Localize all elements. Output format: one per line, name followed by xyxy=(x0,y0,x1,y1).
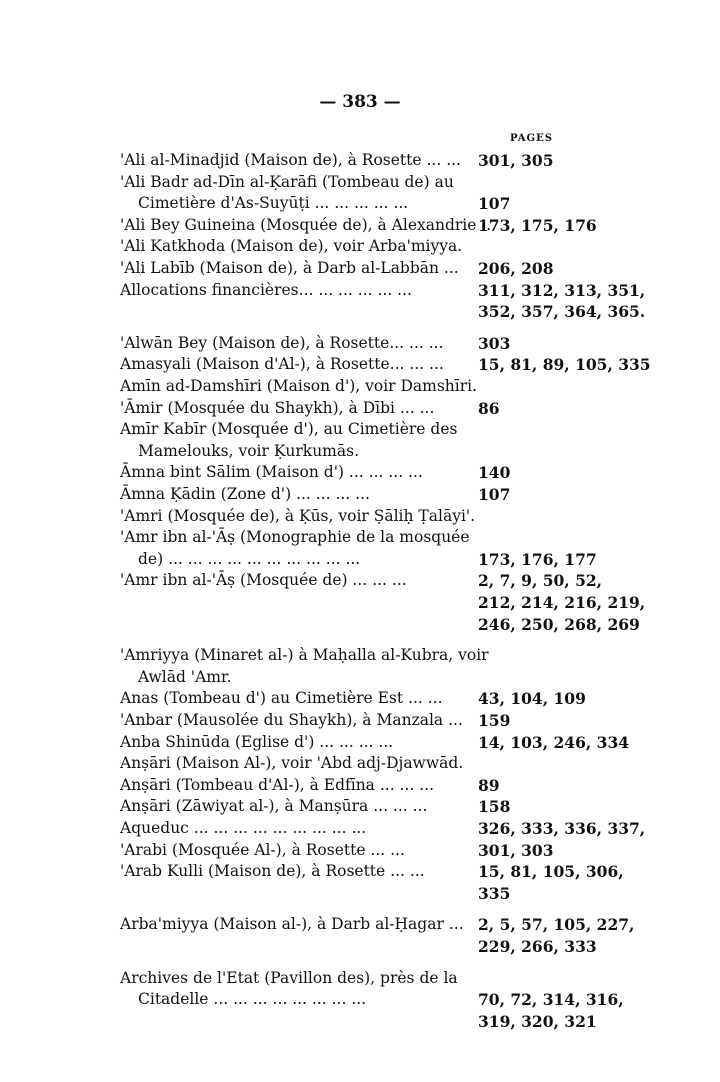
entry-heading xyxy=(120,215,497,237)
entry-heading xyxy=(120,688,465,710)
entry-line: Anṣāri (Zāwiyat al-), à Manṣūra ... ... ... xyxy=(120,797,428,816)
entry-line: Mamelouks, voir Ḳurkumās. xyxy=(138,441,360,460)
entry-pages xyxy=(478,333,628,355)
entry-line: Arba'miyya (Maison al-), à Darb al-Ḥagar ... xyxy=(120,915,464,934)
entry-pages xyxy=(478,796,628,818)
entry-line: 'Amr ibn al-'Āṣ (Monographie de la mosquée xyxy=(120,528,470,547)
entry-line: de) ... ... ... ... ... ... ... ... ... ... xyxy=(138,549,361,568)
page-numbers: 352, 357, 364, 365. xyxy=(478,302,646,322)
entry-pages xyxy=(478,710,628,732)
entry-pages xyxy=(478,570,646,635)
page-numbers xyxy=(478,968,628,990)
entry-line: 'Amr ibn al-'Āṣ (Mosquée de) ... ... ... xyxy=(120,571,407,590)
entry-line: Anas (Tombeau d') au Cimetière Est ... ... xyxy=(120,689,443,708)
page-numbers: 311, 312, 313, 351, xyxy=(478,280,646,300)
entry-pages xyxy=(478,549,628,571)
entry-line: Cimetière d'As-Suyūṭi ... ... ... ... ... xyxy=(138,194,409,213)
entry-heading xyxy=(120,796,465,818)
entry-line: Āmna Ḳādin (Zone d') ... ... ... ... xyxy=(120,485,370,503)
entry-line: 'Ali Badr ad-Dīn al-Ḳarāfi (Tombeau de) au xyxy=(120,172,454,191)
page-numbers: 326, 333, 336, 337, xyxy=(478,819,646,838)
page-numbers: 2, 5, 57, 105, 227, xyxy=(478,915,635,935)
entry-heading xyxy=(120,150,465,172)
page-numbers: 301, 303 xyxy=(478,840,554,860)
entry-heading xyxy=(120,258,465,280)
entry-pages xyxy=(478,914,635,957)
entry-line: 'Ali al-Minadjid (Maison de), à Rosette ... ... xyxy=(120,151,461,169)
entry-line: Anba Shinūda (Eglise d') ... ... ... ... xyxy=(120,732,394,751)
entry-heading xyxy=(120,527,470,570)
entry-line: Awlād 'Amr. xyxy=(138,667,232,686)
entry-heading xyxy=(120,861,465,883)
entry-line: 'Anbar (Mausolée du Shaykh), à Manzala ... xyxy=(120,711,463,729)
entry-heading xyxy=(120,753,465,775)
entry-pages xyxy=(478,484,628,506)
entry-line: 'Alwān Bey (Maison de), à Rosette... ... ... xyxy=(120,333,444,352)
page-numbers: 335 xyxy=(478,883,511,903)
page-numbers: 173, 176, 177 xyxy=(478,549,597,569)
entry-line: 'Āmir (Mosquée du Shaykh), à Dībi ... ... xyxy=(120,398,435,417)
entry-line: 'Amri (Mosquée de), à Ḳūs, voir Ṣāliḥ Ṭalāyi'. xyxy=(120,506,476,525)
entry-pages xyxy=(478,861,628,904)
entry-heading xyxy=(120,968,465,1011)
entry-line: Amasyali (Maison d'Al-), à Rosette... ... ... xyxy=(120,355,444,374)
pages-column-header: PAGES xyxy=(510,133,553,144)
page-numbers: 212, 214, 216, 219, xyxy=(478,592,646,612)
entry-heading xyxy=(120,462,465,484)
page-numbers: 15, 81, 89, 105, 335 xyxy=(478,355,651,375)
entry-pages xyxy=(478,462,628,484)
page-numbers: 140 xyxy=(478,463,511,483)
entry-heading xyxy=(120,280,465,302)
entry-heading xyxy=(120,710,465,732)
entry-line: Anṣāri (Tombeau d'Al-), à Edfīna ... ... ... xyxy=(120,775,435,794)
entry-heading xyxy=(120,333,465,355)
page-numbers: 229, 266, 333 xyxy=(478,936,597,956)
entry-line: Aqueduc ... ... ... ... ... ... ... ... ... xyxy=(120,819,367,837)
entry-pages xyxy=(478,818,646,840)
page-numbers: 301, 305 xyxy=(478,151,554,170)
page-number: — 383 — xyxy=(319,92,401,112)
entry-heading xyxy=(120,818,465,840)
entry-heading xyxy=(120,775,465,797)
page-numbers: 158 xyxy=(478,797,511,817)
entry-line: Allocations financières... ... ... ... ... ... xyxy=(120,280,412,299)
entry-line: Āmna bint Sālim (Maison d') ... ... ... ... xyxy=(120,463,423,482)
entry-heading xyxy=(120,354,465,376)
entry-heading xyxy=(120,484,465,506)
entry-line: 'Ali Labīb (Maison de), à Darb al-Labbān ... xyxy=(120,259,459,277)
page-numbers: 107 xyxy=(478,194,511,214)
entry-heading xyxy=(120,419,465,462)
entry-pages xyxy=(478,193,628,215)
entry-pages xyxy=(478,968,628,1033)
page-numbers: 86 xyxy=(478,398,500,418)
entry-heading xyxy=(120,172,465,215)
entry-line: Archives de l'Etat (Pavillon des), près de la xyxy=(120,968,458,987)
entry-heading xyxy=(120,840,465,862)
entry-pages xyxy=(478,688,628,710)
entry-heading xyxy=(120,914,465,936)
page-numbers: 70, 72, 314, 316, xyxy=(478,990,624,1010)
entry-line: 'Amriyya (Minaret al-) à Maḥalla al-Kubra, voir xyxy=(120,646,489,665)
page-numbers: 43, 104, 109 xyxy=(478,689,586,709)
page-numbers: 173, 175, 176 xyxy=(478,215,597,235)
entry-line: Amīr Kabīr (Mosquée d'), au Cimetière des xyxy=(120,420,458,439)
page-numbers: 319, 320, 321 xyxy=(478,1011,597,1031)
entry-line: 'Arabi (Mosquée Al-), à Rosette ... ... xyxy=(120,840,405,859)
page-numbers: 159 xyxy=(478,711,511,730)
entry-line: 'Arab Kulli (Maison de), à Rosette ... ... xyxy=(120,862,425,881)
entry-pages xyxy=(478,258,628,280)
page-numbers: 107 xyxy=(478,485,511,504)
entry-line: Citadelle ... ... ... ... ... ... ... ... xyxy=(138,990,367,1009)
entry-line: 'Ali Katkhoda (Maison de), voir Arba'miyya. xyxy=(120,237,463,256)
entry-pages xyxy=(478,732,628,754)
entry-heading xyxy=(120,732,465,754)
entry-pages xyxy=(478,354,651,376)
page-numbers: 246, 250, 268, 269 xyxy=(478,614,640,634)
page-numbers: 206, 208 xyxy=(478,259,554,278)
entry-heading xyxy=(120,236,465,258)
entry-pages xyxy=(478,215,628,237)
page-numbers: 14, 103, 246, 334 xyxy=(478,732,630,752)
page-numbers: 15, 81, 105, 306, xyxy=(478,862,624,882)
entry-heading xyxy=(120,570,465,592)
entry-line: 'Ali Bey Guineina (Mosquée de), à Alexandrie ... xyxy=(120,215,497,234)
entry-pages xyxy=(478,840,628,862)
entry-pages xyxy=(478,280,646,323)
page-numbers: 89 xyxy=(478,775,500,795)
entry-line: Anṣāri (Maison Al-), voir 'Abd adj-Djawwād. xyxy=(120,754,464,773)
entry-pages xyxy=(478,775,628,797)
entry-heading xyxy=(120,376,478,398)
entry-pages xyxy=(478,398,628,420)
page-numbers: 2, 7, 9, 50, 52, xyxy=(478,571,603,591)
entry-line: Amīn ad-Damshīri (Maison d'), voir Damshīri. xyxy=(120,377,478,395)
entry-pages xyxy=(478,150,628,172)
entry-heading xyxy=(120,506,476,528)
entry-heading xyxy=(120,645,489,688)
entry-heading xyxy=(120,398,465,420)
page-numbers: 303 xyxy=(478,333,511,353)
